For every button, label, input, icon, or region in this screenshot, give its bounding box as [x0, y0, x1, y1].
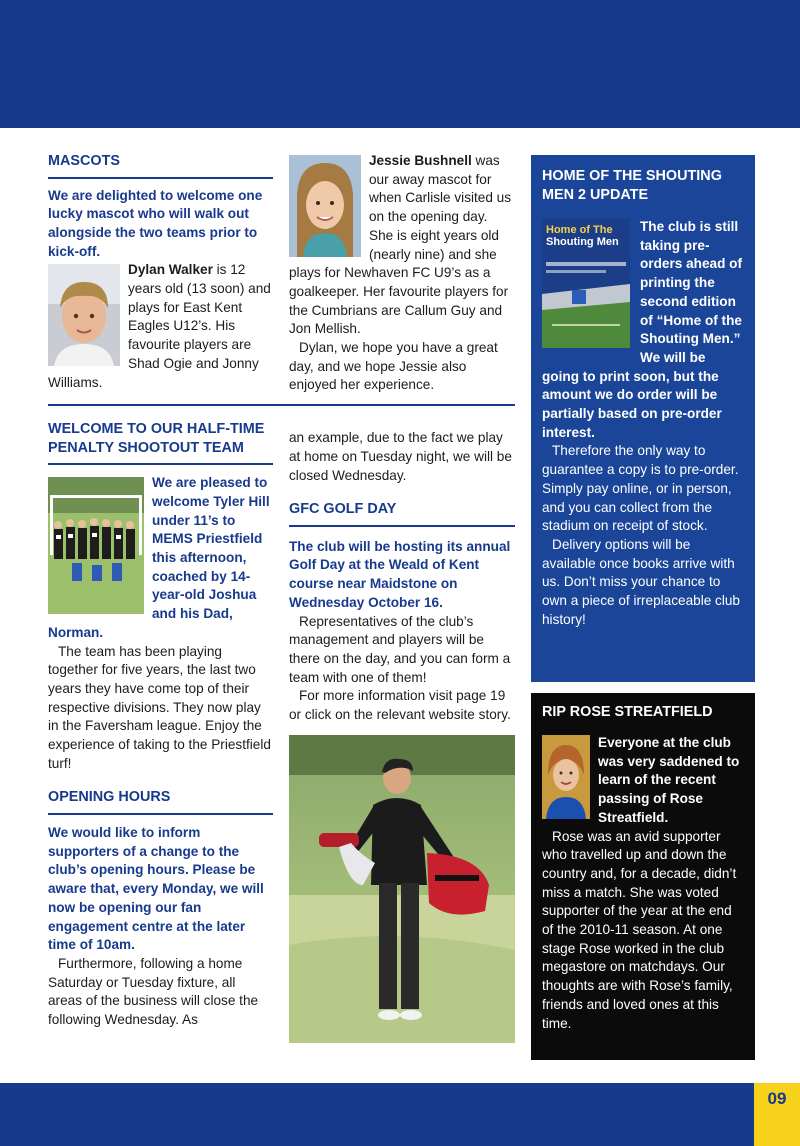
dylan-photo [48, 264, 120, 366]
rip-body: Rose was an avid supporter who travelled up and down the country and, for a decade, didn’t miss a match. She was voted supporter of the year at the end of the 2010-11 season. At one stage Rose worked in the club megastore on matchdays. Our thoughts are with Rose’s family, friends and loved ones at this time. [542, 828, 737, 1031]
shootout-body: The team has been playing together for five years, the last two years they have come top of their respective divisions. They now play in the Faversham league. Enjoy the experience of taking to the Priestfield turf! [48, 643, 271, 771]
mascots-intro: We are delighted to welcome one lucky mascot who will walk out alongside the two teams prior to kick-off. [48, 187, 263, 259]
golf-body-2: For more information visit page 19 or click on the relevant website story. [289, 688, 511, 723]
mascots-heading: MASCOTS [48, 152, 273, 179]
golf-heading: GFC GOLF DAY [289, 500, 515, 527]
golf-intro: The club will be hosting its annual Golf Day at the Weald of Kent course near Maidstone on Wednesday October 16. [289, 538, 511, 610]
book-cover [542, 218, 630, 348]
page-number: 09 [754, 1083, 800, 1146]
middle-column [289, 152, 515, 1043]
book-cover-title-2: Shouting Men [546, 236, 619, 248]
opening-hours-body: Furthermore, following a home Saturday or Tuesday fixture, all areas of the business will close the following Wednesday. As [48, 955, 259, 1028]
rip-intro: Everyone at the club was very saddened to learn of the recent passing of Rose Streatfield. [598, 735, 740, 825]
opening-hours-continued: an example, due to the fact we play at home on Tuesday night, we will be closed Wednesday. [289, 430, 512, 483]
jessie-paragraph [289, 152, 515, 339]
dylan-name: Dylan Walker [128, 262, 213, 278]
left-column [48, 152, 273, 1030]
mascots-closing: Dylan, we hope you have a great day, and we hope Jessie also enjoyed her experience. [289, 340, 498, 393]
dylan-text: is 12 years old (13 soon) and plays for East Kent Eagles U12’s. His favourite players are Shad Ogie and Jonny Williams. [48, 262, 271, 390]
opening-hours-heading: OPENING HOURS [48, 788, 273, 815]
top-banner [0, 0, 800, 128]
bottom-banner [0, 1083, 800, 1146]
rose-photo [542, 735, 590, 819]
jessie-text: was our away mascot for when Carlisle visited us on the opening day. She is eight years old (nearly nine) and she plays for Newhaven FC U9’s as a goalkeeper. Her favourite players for the Cumbrians are Callum Guy and Jon Mellish. [289, 153, 512, 337]
shootout-intro-text: We are pleased to welcome Tyler Hill under 11’s to MEMS Priestfield this afternoon, coached by 14-year-old Joshua and his Dad, Norman. [48, 475, 270, 640]
shootout-intro [48, 474, 273, 642]
jessie-name: Jessie Bushnell [369, 153, 472, 168]
opening-hours-intro: We would like to inform supporters of a change to the club’s opening hours. Please be aware that, every Monday, we will now be opening our fan engagement centre at the later time of 10am. [48, 824, 264, 953]
book-intro: The club is still taking pre-orders ahead of printing the second edition of “Home of the Shouting Men.” We will be going to print soon, but the amount we do order will be partially based on pre-order interest. [542, 219, 742, 440]
rip-panel [531, 693, 755, 1060]
shootout-heading: WELCOME TO OUR HALF-TIME PENALTY SHOOTOUT TEAM [48, 420, 273, 465]
book-body-1: Therefore the only way to guarantee a copy is to pre-order. Simply pay online, or in person, and you can collect from the stadium on receipt of stock. [542, 443, 739, 534]
book-body-2: Delivery options will be available once books arrive with us. Don’t miss your chance to own a piece of irreplaceable club history! [542, 536, 740, 627]
book-cover-title-1: Home of The [546, 224, 613, 236]
book-heading: HOME OF THE SHOUTING MEN 2 UPDATE [542, 168, 722, 203]
golfer-photo [289, 735, 515, 1043]
jessie-photo [289, 155, 361, 257]
rip-heading: RIP ROSE STREATFIELD [542, 704, 713, 720]
team-photo [48, 477, 144, 614]
golf-body-1: Representatives of the club’s management and players will be there on the day, and you can form a team with one of them! [289, 613, 511, 685]
dylan-paragraph [48, 261, 273, 392]
book-update-panel [531, 155, 755, 682]
